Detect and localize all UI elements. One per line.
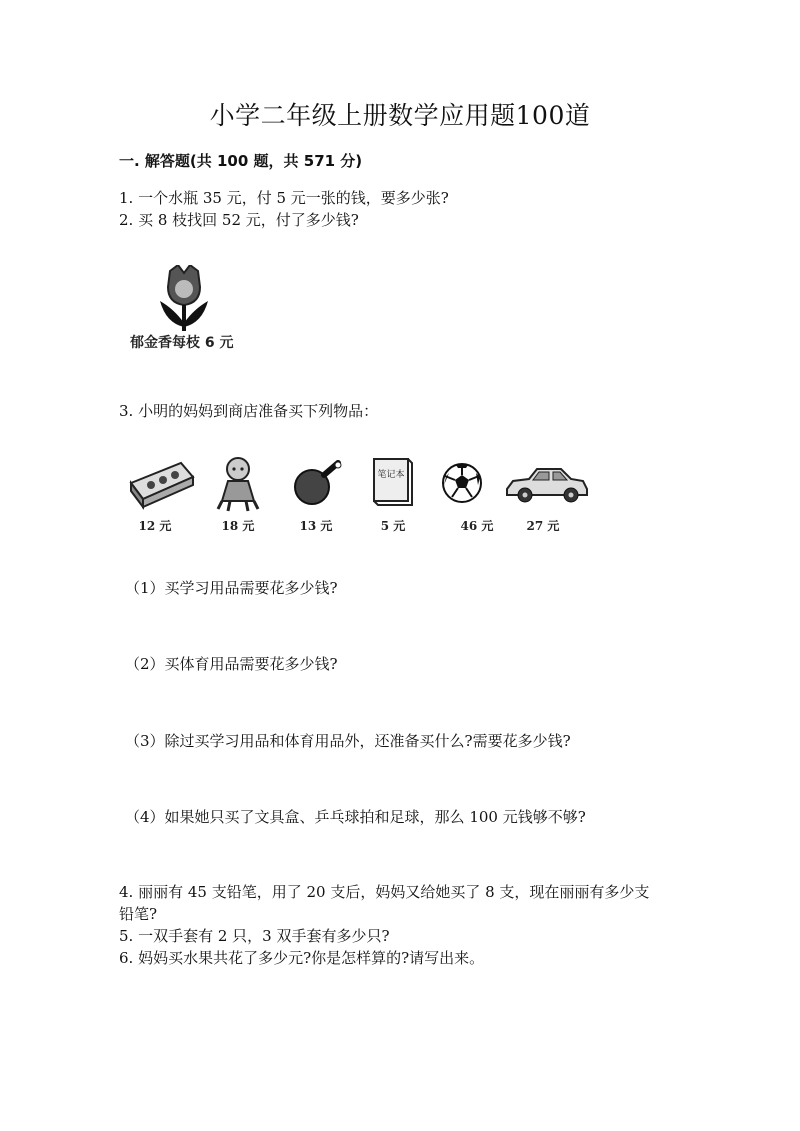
page-title: 小学二年级上册数学应用题100道 [209, 101, 591, 130]
price-label: 27 元 [526, 519, 560, 533]
notebook-label: 笔记本 [377, 470, 405, 480]
price-label: 13 元 [299, 519, 333, 533]
price-label: 5 元 [380, 519, 406, 533]
toy-car-icon [503, 455, 593, 515]
sub-question-4: （4）如果她只买了文具盒、乒乓球拍和足球，那么 100 元钱够不够? [125, 808, 586, 826]
notebook-icon [370, 455, 430, 515]
doll-icon [210, 455, 270, 515]
tulip-icon [128, 265, 258, 335]
item-pencil-case [125, 455, 205, 540]
sub-question-3: （3）除过买学习用品和体育用品外，还准备买什么?需要花多少钱? [125, 732, 571, 750]
sub-question-1: （1）买学习用品需要花多少钱? [125, 579, 338, 597]
question-5: 5. 一双手套有 2 只，3 双手套有多少只? [119, 927, 390, 945]
question-4-line-2: 铅笔? [119, 905, 158, 923]
question-3: 3. 小明的妈妈到商店准备买下列物品： [119, 402, 379, 420]
question-1: 1. 一个水瓶 35 元，付 5 元一张的钱，要多少张? [119, 189, 449, 207]
section-heading: 一. 解答题(共 100 题，共 571 分) [119, 152, 363, 170]
shopping-items [125, 455, 595, 540]
tulip-caption: 郁金香每枝 6 元 [130, 335, 234, 351]
question-6: 6. 妈妈买水果共花了多少元?你是怎样算的?请写出来。 [119, 949, 485, 967]
price-label: 18 元 [221, 519, 255, 533]
price-label: 12 元 [138, 519, 172, 533]
ping-pong-paddle-icon [290, 455, 350, 515]
price-label: 46 元 [460, 519, 494, 533]
question-2: 2. 买 8 枝找回 52 元，付了多少钱? [119, 211, 359, 229]
football-icon [440, 455, 500, 515]
item-toy-car [503, 455, 583, 540]
pencil-case-icon [125, 455, 197, 515]
question-4-line-1: 4. 丽丽有 45 支铅笔，用了 20 支后，妈妈又给她买了 8 支，现在丽丽有多少支 [119, 883, 650, 901]
sub-question-2: （2）买体育用品需要花多少钱? [125, 655, 338, 673]
